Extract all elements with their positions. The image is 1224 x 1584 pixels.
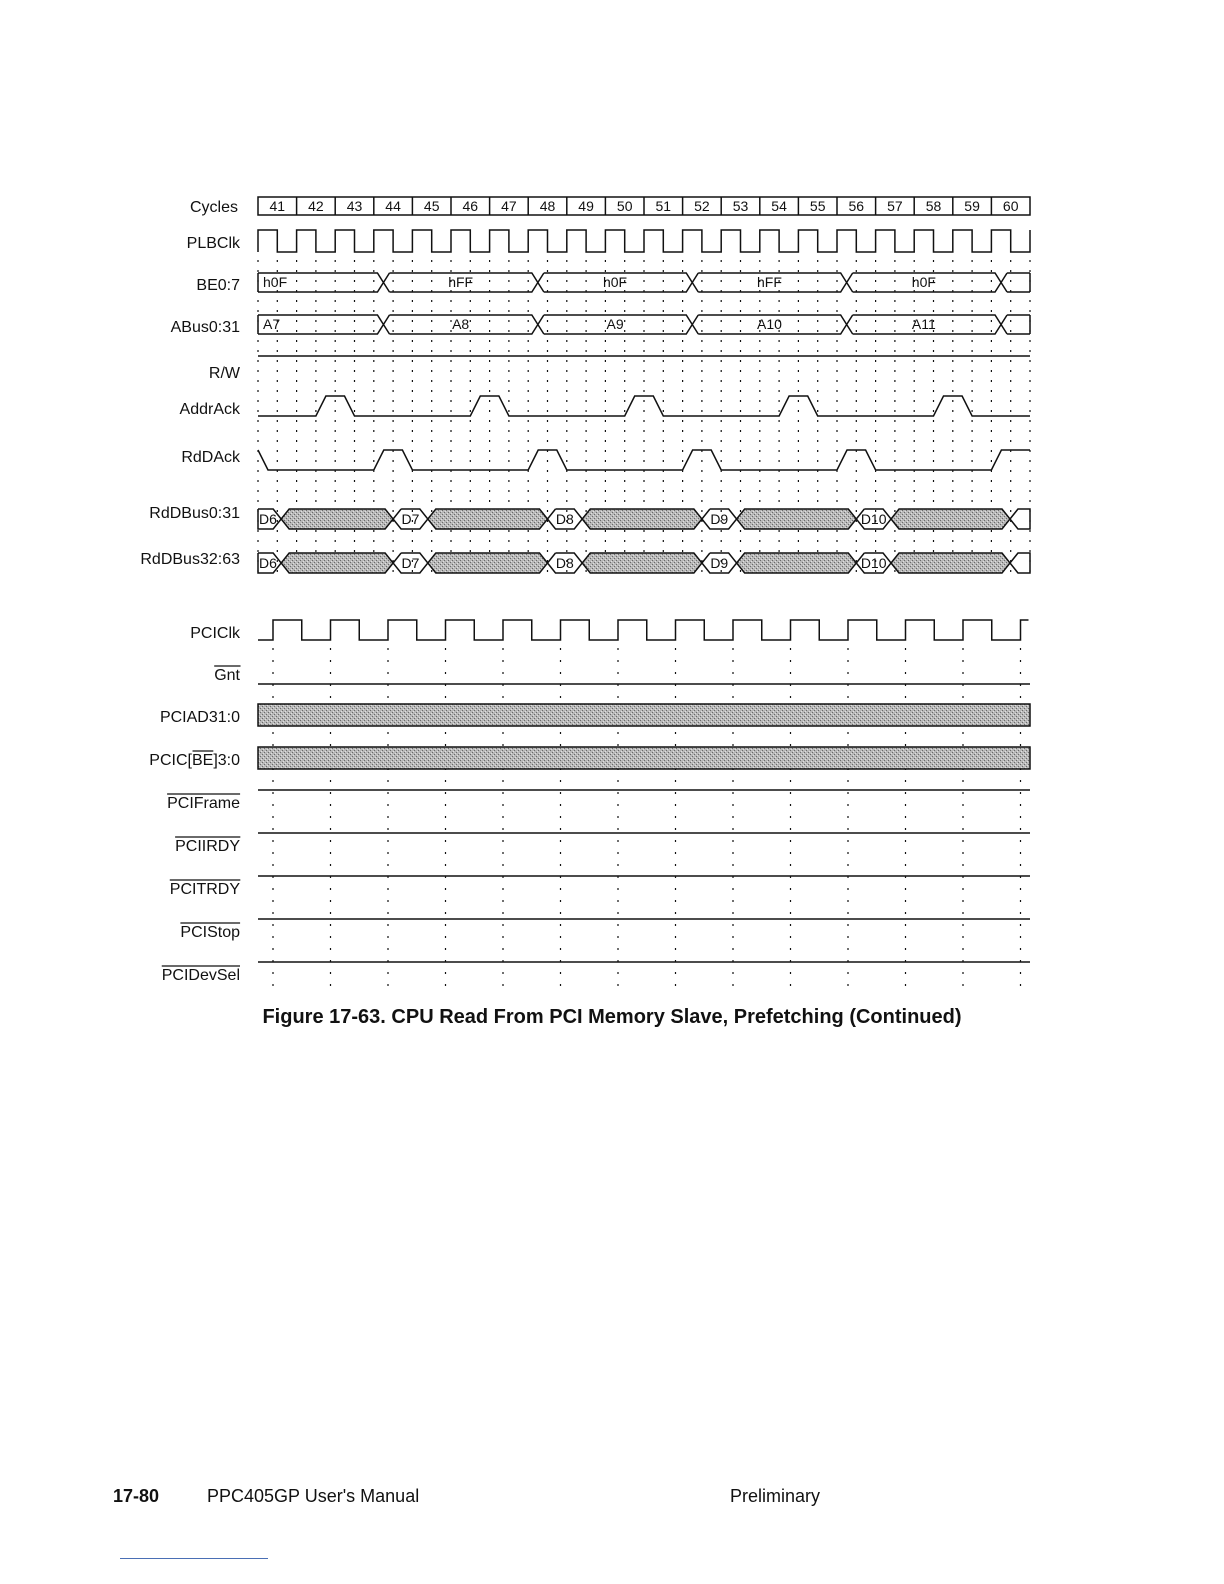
signal-label-pciirdy: PCIIRDY [175,838,240,855]
rddbus0-tail [1010,509,1030,529]
rddbus32-value: D8 [555,555,574,571]
cycle-number: 45 [423,198,440,214]
be-bus-value: h0F [911,274,936,290]
abus-value: A11 [911,316,936,332]
signal-label-pciclk: PCIClk [190,625,240,642]
cycle-number: 47 [501,198,517,214]
cycle-number: 48 [539,198,556,214]
cycle-number: 52 [694,198,710,214]
abus-value: A9 [606,316,624,332]
signal-label-pciad31-0: PCIAD31:0 [159,709,240,726]
rddbus32-invalid-region [428,553,548,573]
signal-label-rddbus32-63: RdDBus32:63 [140,551,240,568]
abus-value: A7 [263,316,281,332]
rddbus0-value: D7 [401,511,420,527]
be-bus-segment [1001,273,1030,292]
signal-label-be0-7: BE0:7 [196,277,240,294]
rddbus32-invalid-region [737,553,857,573]
pcicbe-shaded-bus [258,747,1030,769]
rddbus0-value: D6 [259,511,277,527]
rddbus0-invalid-region [582,509,702,529]
cycle-number: 60 [1002,198,1019,214]
cycle-number: 51 [655,198,672,214]
cycle-number: 42 [308,198,324,214]
signal-label-plbclk: PLBClk [186,235,240,252]
rddbus32-invalid-region [891,553,1010,573]
figure-number: Figure 17-63. [262,1006,386,1028]
cycle-number: 53 [732,198,749,214]
footer-rule [120,1558,268,1559]
cycle-number: 49 [578,198,594,214]
page-footer [0,1486,1224,1510]
rddbus32-tail [1010,553,1030,573]
signal-label-pcidevsel: PCIDevSel [161,967,240,984]
rddbus0-value: D10 [860,511,887,527]
rddbus32-value: D9 [710,555,729,571]
rddbus32-value: D10 [860,555,887,571]
rddbus0-invalid-region [281,509,393,529]
rddbus32-value: D7 [401,555,420,571]
signal-label-abus0-31: ABus0:31 [170,319,240,336]
cycle-number: 55 [809,198,826,214]
rddbus0-value: D9 [710,511,729,527]
cycle-number: 41 [269,198,286,214]
signal-label-rddack: RdDAck [181,449,240,466]
be-bus-value: hFF [757,274,782,290]
rddbus0-invalid-region [428,509,548,529]
cycle-number: 50 [616,198,633,214]
signal-label-gnt: Gnt [214,667,240,684]
rddbus32-invalid-region [582,553,702,573]
rddbus32-invalid-region [281,553,393,573]
rddbus0-invalid-region [891,509,1010,529]
be-bus-value: hFF [448,274,474,290]
page-number: 17-80 [113,1486,160,1506]
signal-label-cycles: Cycles [189,199,238,216]
cycle-number: 46 [462,198,479,214]
signal-label-pcitrdy: PCITRDY [169,881,240,898]
cycle-number: 44 [385,198,401,214]
cycle-number: 56 [848,198,865,214]
rddbus0-invalid-region [737,509,857,529]
rddbus32-value: D6 [259,555,277,571]
document-status: Preliminary [730,1486,821,1506]
signal-label-pcic-be-3-0: PCIC[BE]3:0 [149,752,240,769]
cycle-number: 57 [887,198,903,214]
cycle-number: 54 [771,198,787,214]
signal-label-pciframe: PCIFrame [167,795,240,812]
figure-title: CPU Read From PCI Memory Slave, Prefetching (Continued) [391,1006,962,1028]
be-bus-value: h0F [263,274,288,290]
abus-value: A8 [452,316,470,332]
cycle-number: 58 [925,198,942,214]
signal-label-rddbus0-31: RdDBus0:31 [149,505,240,522]
manual-title: PPC405GP User's Manual [207,1486,420,1506]
pciclk-waveform [258,620,1029,640]
cycle-number: 43 [346,198,363,214]
plbclk-waveform [258,230,1030,252]
signal-label-r-w: R/W [208,365,240,382]
signal-label-addrack: AddrAck [179,401,240,418]
signal-label-pcistop: PCIStop [180,924,240,941]
abus-segment [1001,315,1030,334]
rddbus0-value: D8 [555,511,574,527]
figure-caption [0,1006,1224,1029]
cycle-number: 59 [964,198,980,214]
be-bus-value: h0F [602,274,628,290]
pciad-shaded-bus [258,704,1030,726]
abus-value: A10 [756,316,782,332]
addrack-waveform [258,396,1030,416]
